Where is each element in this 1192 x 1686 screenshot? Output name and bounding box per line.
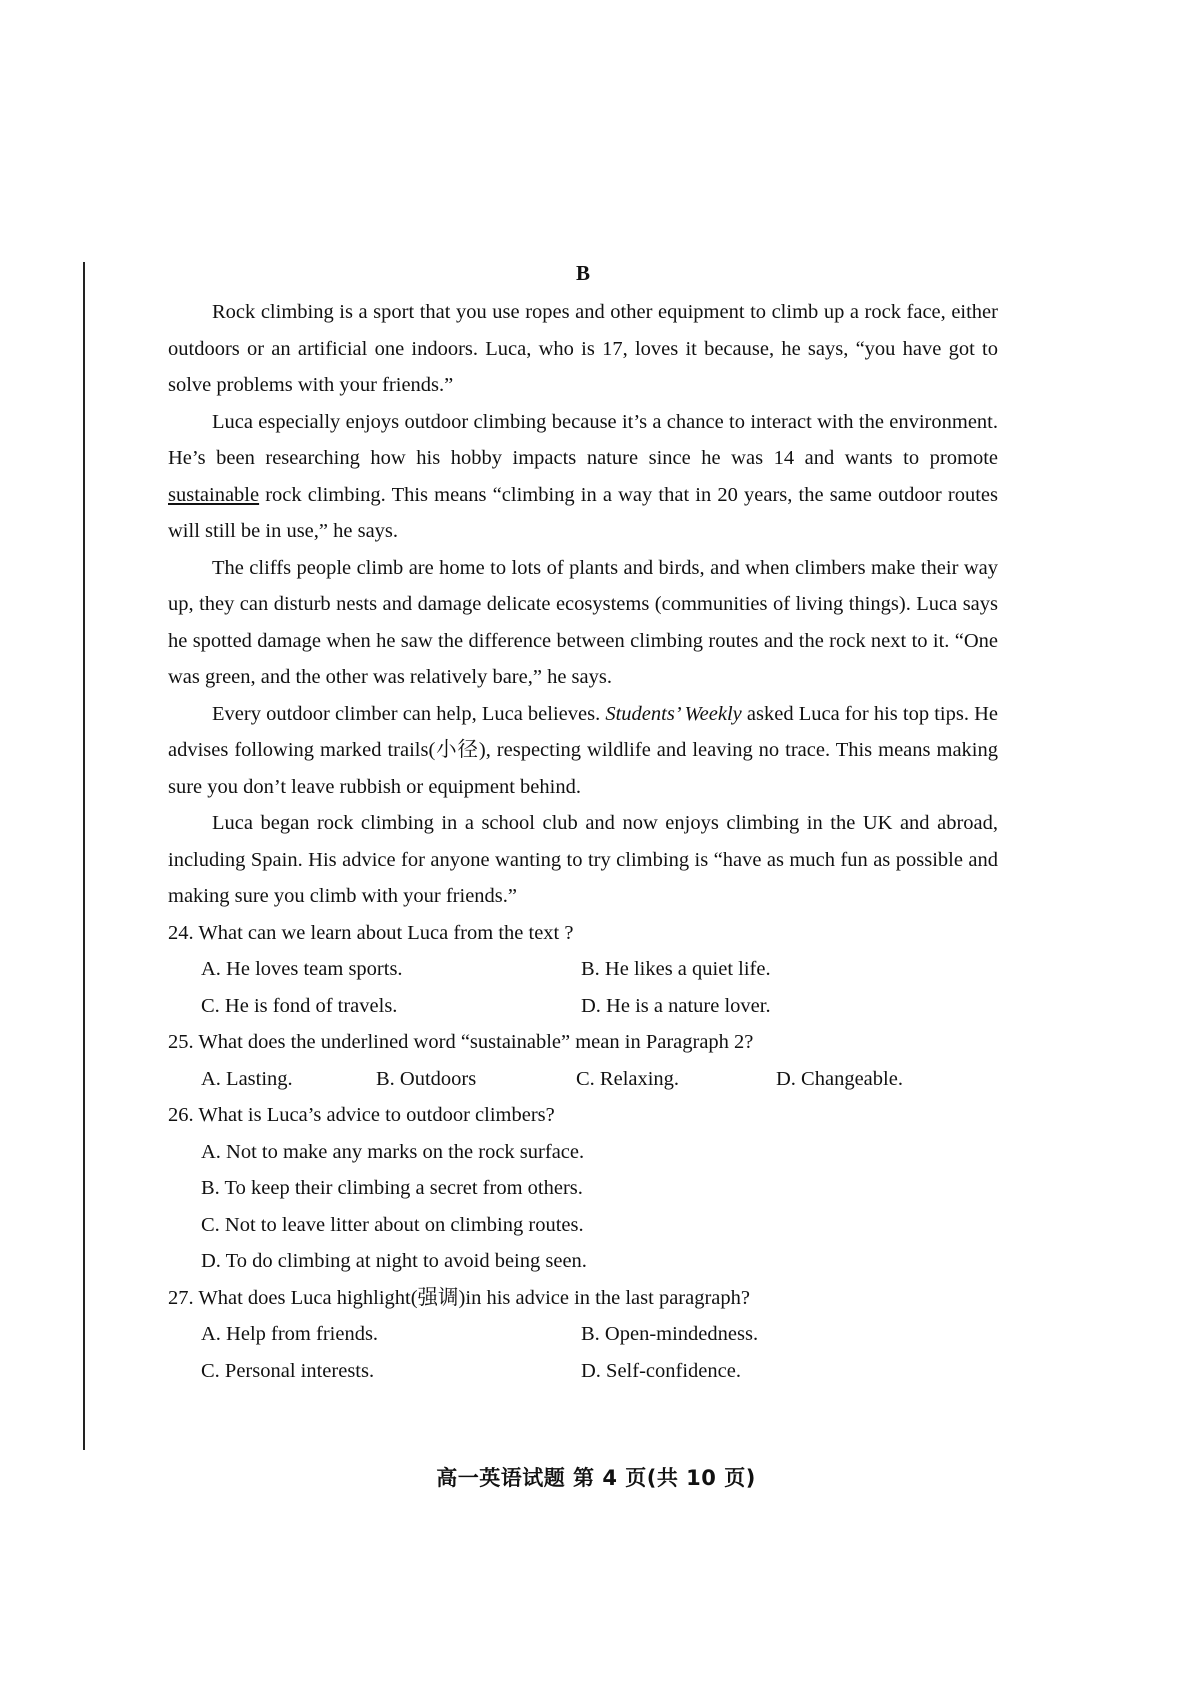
option-b: B. To keep their climbing a secret from others. — [201, 1177, 583, 1199]
question-stem: 25. What does the underlined word “sustainable” mean in Paragraph 2? — [168, 1031, 754, 1053]
option-d: D. Self-confidence. — [581, 1359, 741, 1382]
passage-paragraph-1: Rock climbing is a sport that you use ropes and other equipment to climb up a rock face, either outdoors or an artificial one indoors. Luca, who is 17, loves it because, he says, “you have got to solve problems with your friends.” — [168, 301, 998, 396]
option-list — [168, 1316, 998, 1389]
option-a: A. He loves team sports. — [201, 958, 403, 980]
question-27 — [168, 1280, 998, 1390]
question-24 — [168, 915, 998, 1025]
option-b: B. Open-mindedness. — [581, 1323, 759, 1345]
publication-name: Students’ Weekly — [605, 702, 742, 725]
passage-paragraph-3: The cliffs people climb are home to lots of plants and birds, and when climbers make their way up, they can disturb nests and damage delicate ecosystems (communities of living things). Luca says he spotted damage when he saw the difference between climbing routes and the rock next to it. “One was green, and the other was relatively bare,” he says. — [168, 556, 998, 688]
question-stem: 26. What is Luca’s advice to outdoor climbers? — [168, 1104, 555, 1126]
passage-paragraph-2 — [168, 404, 998, 550]
paragraph-4-text-a: Every outdoor climber can help, Luca believes. — [212, 702, 606, 725]
option-list — [168, 951, 998, 1024]
option-d: D. To do climbing at night to avoid being seen. — [201, 1250, 587, 1272]
page-footer: 高一英语试题 第 4 页(共 10 页) — [436, 1466, 756, 1490]
question-26 — [168, 1097, 998, 1280]
option-a: A. Lasting. — [201, 1067, 293, 1090]
option-c: C. Relaxing. — [576, 1067, 680, 1090]
passage-paragraph-5: Luca began rock climbing in a school club and now enjoys climbing in the UK and abroad, including Spain. His advice for anyone wanting to try climbing is “have as much fun as possible and making sure you climb with your friends.” — [168, 812, 998, 907]
option-list — [168, 1134, 998, 1280]
exam-page — [168, 260, 998, 1389]
question-stem: 27. What does Luca highlight(强调)in his advice in the last paragraph? — [168, 1286, 750, 1309]
option-d: D. He is a nature lover. — [581, 994, 771, 1017]
option-a: A. Help from friends. — [201, 1323, 379, 1345]
option-b: B. Outdoors — [376, 1067, 477, 1090]
option-c: C. He is fond of travels. — [201, 994, 398, 1017]
question-stem: 24. What can we learn about Luca from the text ? — [168, 921, 574, 944]
underlined-word-sustainable: sustainable — [168, 483, 260, 506]
section-title: B — [575, 261, 590, 285]
option-b: B. He likes a quiet life. — [581, 958, 771, 980]
passage-paragraph-4 — [168, 696, 998, 806]
option-c: C. Not to leave litter about on climbing routes. — [201, 1213, 584, 1236]
option-c: C. Personal interests. — [201, 1359, 375, 1382]
paragraph-2-text-a: Luca especially enjoys outdoor climbing because it’s a chance to interact with the environment. He’s been researching how his hobby impacts nature since he was 14 and wants to promote — [168, 410, 998, 469]
option-a: A. Not to make any marks on the rock surface. — [201, 1140, 585, 1163]
paragraph-4-text-b: asked Luca for his top tips. He advises following marked trails(小径), respecting wildlife and leaving no trace. This means making sure you don’t leave rubbish or equipment behind. — [168, 702, 998, 798]
paragraph-2-text-b: rock climbing. This means “climbing in a way that in 20 years, the same outdoor routes will still be in use,” he says. — [168, 483, 998, 542]
option-list — [168, 1061, 998, 1098]
binding-margin-line — [83, 262, 85, 1450]
option-d: D. Changeable. — [776, 1067, 903, 1090]
question-25 — [168, 1024, 998, 1097]
